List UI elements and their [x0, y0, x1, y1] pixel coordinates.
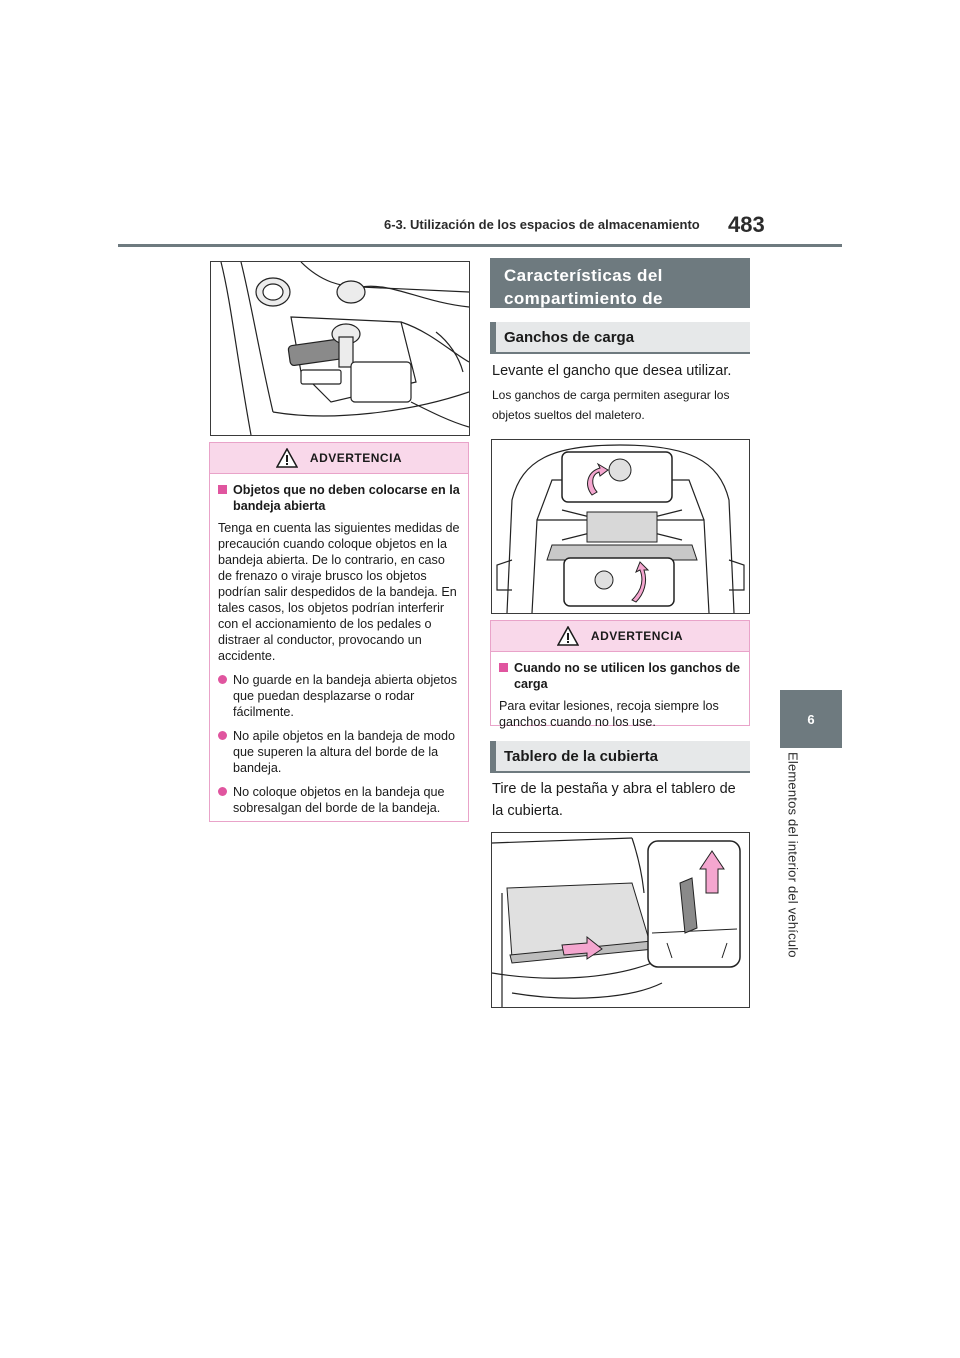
- header-rule: [118, 244, 842, 247]
- warning-bullet: No coloque objetos en la bandeja que sobresalgan del borde de la bandeja.: [218, 784, 460, 816]
- warning-triangle-icon: [557, 626, 579, 646]
- warning-body: [491, 652, 749, 748]
- deck-board-instruction-line2: la cubierta.: [492, 803, 563, 819]
- round-bullet-icon: [218, 675, 227, 684]
- cargo-hooks-heading: Ganchos de carga: [490, 322, 750, 354]
- warning-subheading: Objetos que no deben colocarse en la bandeja abierta: [218, 482, 460, 514]
- square-bullet-icon: [218, 485, 227, 494]
- deck-board-heading: Tablero de la cubierta: [490, 741, 750, 773]
- deck-board-drawing: [492, 833, 749, 1007]
- chapter-title: Elementos del interior del vehículo: [785, 752, 801, 958]
- chapter-side-title: [768, 752, 818, 972]
- cargo-hooks-instruction: Levante el gancho que desea utilizar.: [492, 363, 732, 379]
- warning-bullet: No apile objetos en la bandeja de modo que superen la altura del borde de la bandeja.: [218, 728, 460, 776]
- cargo-hooks-note-line1: Los ganchos de carga permiten asegurar los: [492, 388, 730, 402]
- cargo-hooks-warning: [490, 620, 750, 729]
- square-bullet-icon: [499, 663, 508, 672]
- cargo-hooks-illustration: [491, 439, 750, 614]
- warning-subheading: Cuando no se utilicen los ganchos de carga: [499, 660, 741, 692]
- cargo-hooks-drawing: [492, 440, 749, 613]
- running-title: 6-3. Utilización de los espacios de almacenamiento: [384, 217, 700, 232]
- warning-paragraph: Tenga en cuenta las siguientes medidas de precaución cuando coloque objetos en la bandeja abierta. De lo contrario, en caso de frenazo o viraje brusco los objetos podrían salir despedidos de la bandeja. En tales casos, los objetos podrían interferir con el accionamiento de los pedales o distraer al conductor, provocando un accidente.: [218, 521, 460, 663]
- warning-header: [210, 443, 468, 474]
- deck-board-illustration: [491, 832, 750, 1008]
- warning-bullet: No guarde en la bandeja abierta objetos que puedan desplazarse o rodar fácilmente.: [218, 672, 460, 720]
- page-number: 483: [728, 212, 765, 237]
- warning-paragraph: Para evitar lesiones, recoja siempre los ganchos cuando no los use.: [499, 699, 719, 729]
- warning-header: [491, 621, 749, 652]
- deck-board-instruction-line1: Tire de la pestaña y abra el tablero de: [492, 781, 736, 797]
- chapter-number: 6: [807, 711, 815, 727]
- round-bullet-icon: [218, 787, 227, 796]
- console-tray-warning: [209, 442, 469, 822]
- console-tray-illustration: [210, 261, 470, 436]
- round-bullet-icon: [218, 731, 227, 740]
- warning-triangle-icon: [276, 448, 298, 468]
- chapter-tab: [780, 690, 842, 748]
- cargo-hooks-note-line2: objetos sueltos del maletero.: [492, 408, 645, 422]
- warning-title: ADVERTENCIA: [309, 451, 403, 465]
- warning-title: ADVERTENCIA: [590, 629, 684, 643]
- section-title: Características del compartimiento de: [490, 258, 750, 308]
- warning-body: [210, 474, 468, 826]
- console-tray-drawing: [211, 262, 469, 435]
